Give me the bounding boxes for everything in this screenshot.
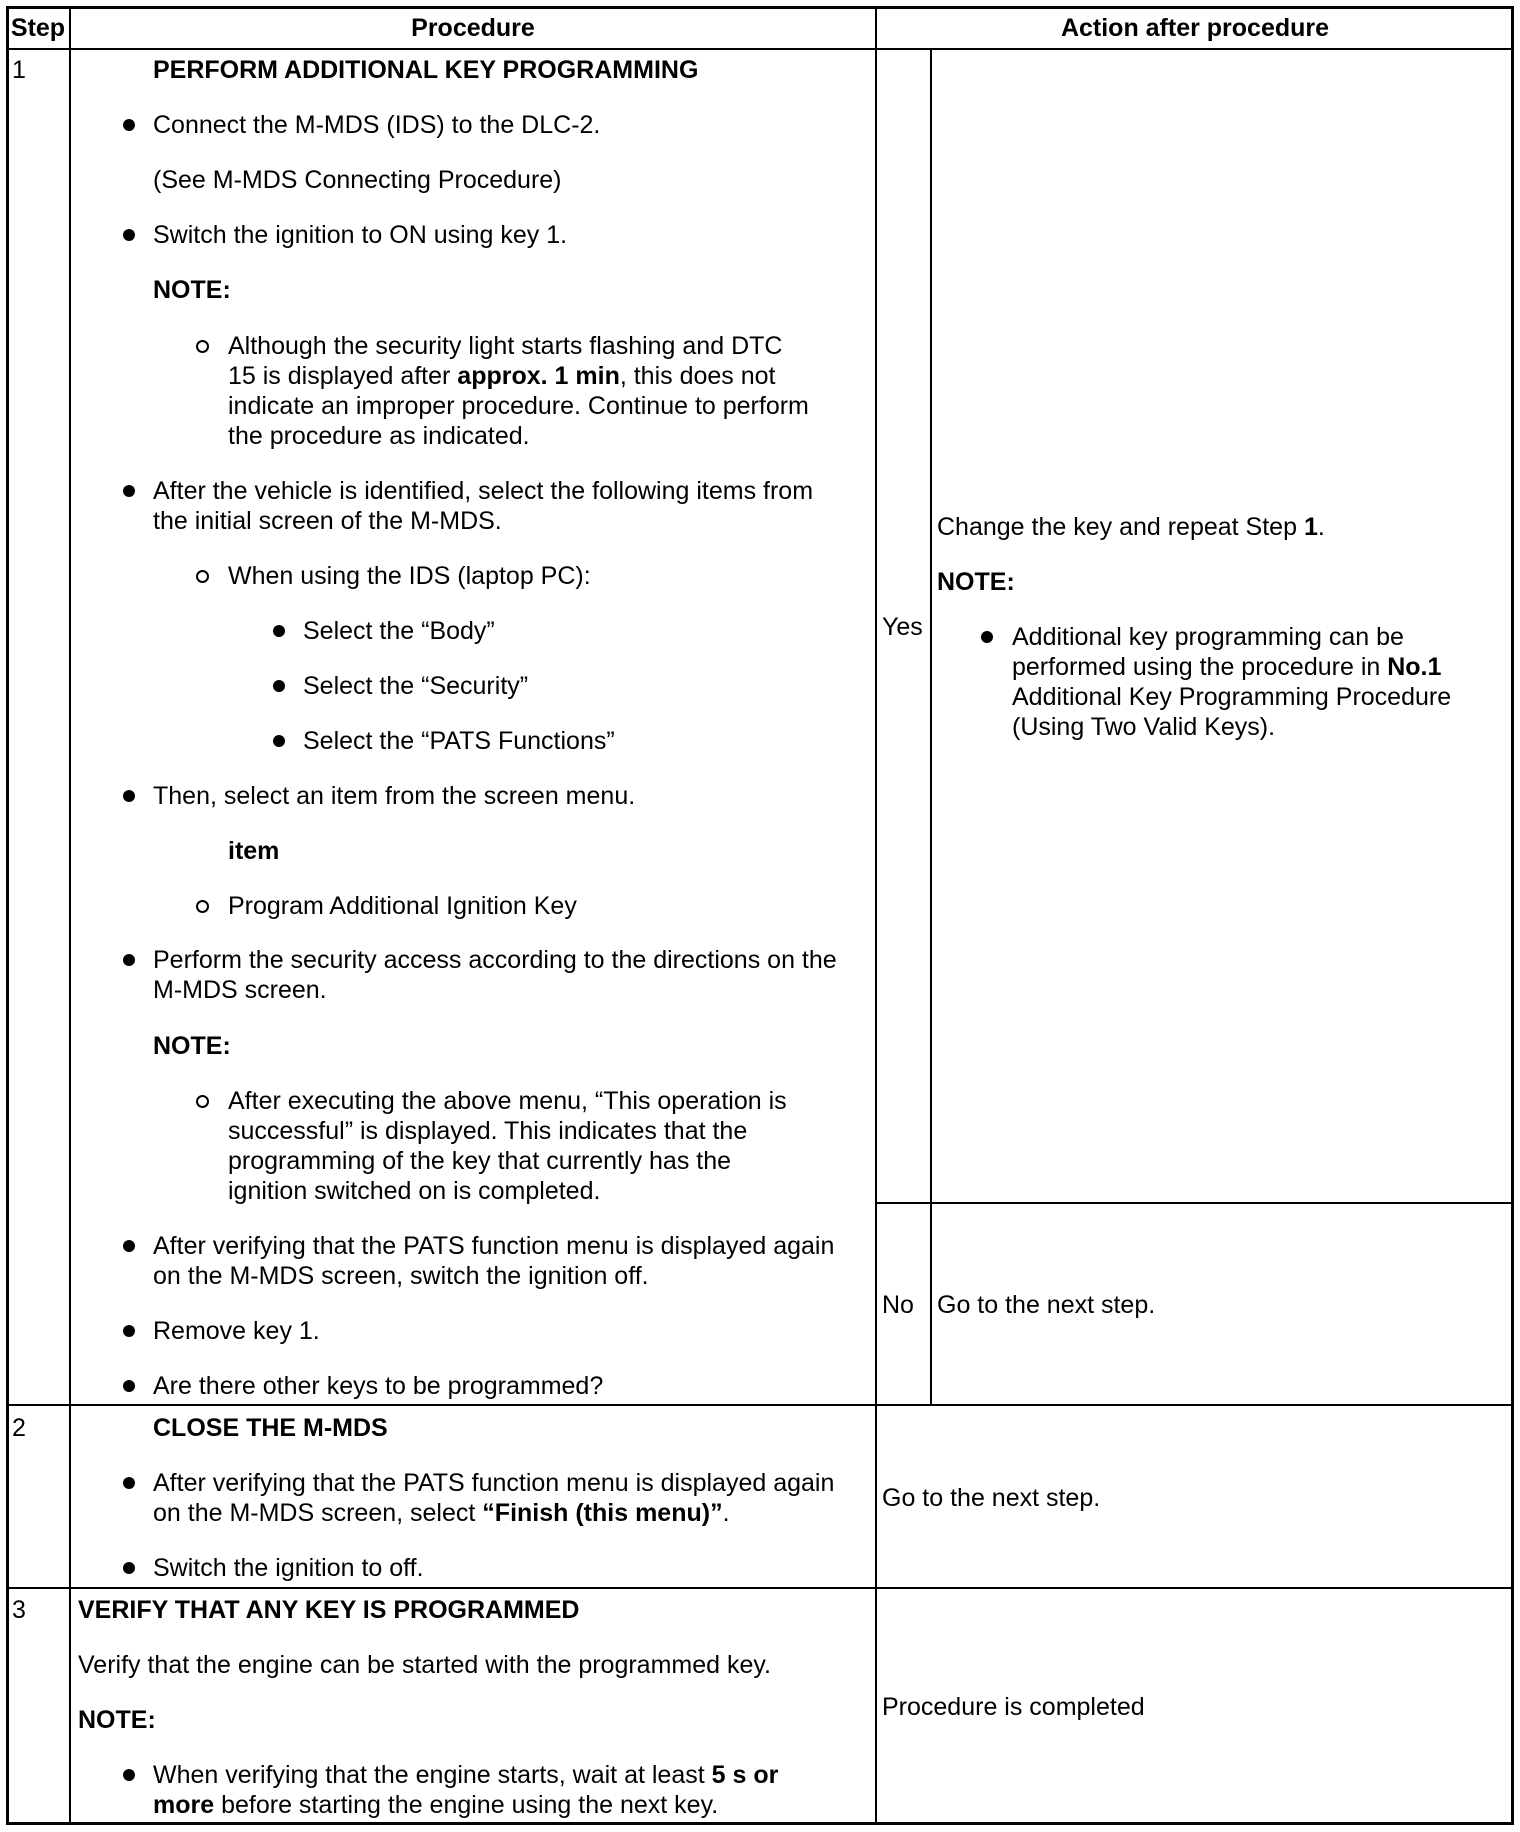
text-line [153,1760,778,1790]
bullet-icon [123,1240,135,1252]
step-1-remove-key: Remove key 1. [153,1317,320,1345]
bullet-icon [273,680,285,692]
menu-item-body: Select the “Body” [303,617,495,645]
row-divider-step-1-2 [6,1404,1514,1406]
text-segment: When verifying that the engine starts, wait at least [153,1761,712,1789]
circle-bullet-icon [196,340,209,353]
header-row-divider [6,48,1514,50]
emphasis: more [153,1791,215,1819]
step-number-3: 3 [12,1596,26,1624]
text-line: Additional Key Programming Procedure [1012,683,1452,711]
bullet-icon [981,631,993,643]
bullet-icon [123,1325,135,1337]
emphasis: No.1 [1387,653,1442,681]
text-segment: . [722,1499,730,1527]
step-1-note-operation-successful [228,1086,787,1206]
emphasis: 5 s or [711,1761,779,1789]
step-1-verify-menu [153,1231,834,1291]
text-line: ignition switched on is completed. [228,1177,601,1205]
step-1-security-access [153,945,837,1005]
step-2-switch-off: Switch the ignition to off. [153,1554,424,1582]
step-1-note-label-2: NOTE: [153,1032,231,1060]
step-3-title: VERIFY THAT ANY KEY IS PROGRAMMED [78,1596,580,1624]
bullet-icon [123,790,135,802]
result-no-label: No [882,1291,914,1319]
yes-note-label: NOTE: [937,568,1015,596]
bullet-icon [123,1380,135,1392]
step-3-verify: Verify that the engine can be started with the programmed key. [78,1651,771,1679]
step-1-ids-laptop: When using the IDS (laptop PC): [228,562,591,590]
text-line: Although the security light starts flashing and DTC [228,332,783,360]
yes-note-text [1012,622,1451,742]
step-column-divider [69,6,71,1825]
step-2-finish [153,1468,834,1528]
header-step: Step [10,14,66,42]
circle-bullet-icon [196,900,209,913]
text-segment: . [1317,513,1325,541]
text-line: After the vehicle is identified, select the following items from [153,477,814,505]
bullet-icon [123,485,135,497]
text-line: the initial screen of the M-MDS. [153,507,502,535]
text-line: the procedure as indicated. [228,422,530,450]
text-line: After verifying that the PATS function menu is displayed again [153,1469,835,1497]
text-line: successful” is displayed. This indicates that the [228,1117,748,1145]
step-1-note-label: NOTE: [153,276,231,304]
bullet-icon [123,1477,135,1489]
circle-bullet-icon [196,1095,209,1108]
step-number-2: 2 [12,1414,26,1442]
step-1-switch-on: Switch the ignition to ON using key 1. [153,221,568,249]
step-3-note-text [153,1760,778,1820]
result-yes-label: Yes [882,613,923,641]
step-1-question: Are there other keys to be programmed? [153,1372,604,1400]
bullet-icon [273,625,285,637]
yes-no-divider [876,1202,1514,1204]
bullet-icon [273,735,285,747]
text-line: After verifying that the PATS function menu is displayed again [153,1232,835,1260]
step-2-title: CLOSE THE M-MDS [153,1414,388,1442]
text-segment: performed using the procedure in [1012,653,1388,681]
bullet-icon [123,1562,135,1574]
step-1-select-menu: Then, select an item from the screen menu. [153,782,636,810]
header-procedure: Procedure [411,14,535,42]
text-line: After executing the above menu, “This operation is [228,1087,787,1115]
item-label: item [228,837,280,865]
bullet-icon [123,119,135,131]
header-action: Action after procedure [1060,14,1330,42]
text-segment: Change the key and repeat Step [937,513,1304,541]
text-line: programming of the key that currently has the [228,1147,732,1175]
menu-item-pats-functions: Select the “PATS Functions” [303,727,615,755]
text-line: (Using Two Valid Keys). [1012,713,1276,741]
step-2-action: Go to the next step. [882,1484,1101,1512]
text-line [153,1790,778,1820]
text-segment: on the M-MDS screen, select [153,1499,483,1527]
step-1-identify-vehicle [153,476,813,536]
step-1-see-reference: (See M-MDS Connecting Procedure) [153,166,562,194]
step-number-1: 1 [12,56,26,84]
bullet-icon [123,954,135,966]
text-line: indicate an improper procedure. Continue to perform [228,392,809,420]
row-divider-step-2-3 [6,1587,1514,1589]
text-line [228,361,809,391]
text-line [1012,652,1451,682]
bullet-icon [123,229,135,241]
step-1-title: PERFORM ADDITIONAL KEY PROGRAMMING [153,56,699,84]
text-segment: before starting the engine using the next key. [214,1791,719,1819]
emphasis: approx. 1 min [457,362,620,390]
text-line: Perform the security access according to the directions on the [153,946,837,974]
step-3-action: Procedure is completed [882,1693,1145,1721]
step-3-note-label: NOTE: [78,1706,156,1734]
bullet-icon [123,1769,135,1781]
emphasis: “Finish (this menu)” [482,1499,723,1527]
text-line: Additional key programming can be [1012,623,1404,651]
menu-item-security: Select the “Security” [303,672,529,700]
text-segment: 15 is displayed after [228,362,458,390]
text-line: on the M-MDS screen, switch the ignition off. [153,1262,649,1290]
text-line: M-MDS screen. [153,976,327,1004]
yes-action [937,512,1325,542]
no-action: Go to the next step. [937,1291,1156,1319]
emphasis: 1 [1303,513,1318,541]
item-value: Program Additional Ignition Key [228,892,577,920]
text-segment: , this does not [619,362,776,390]
circle-bullet-icon [196,570,209,583]
step-1-note-security-light [228,331,809,451]
text-line [153,1498,834,1528]
procedure-column-divider [875,6,877,1825]
step-1-connect: Connect the M-MDS (IDS) to the DLC-2. [153,111,601,139]
